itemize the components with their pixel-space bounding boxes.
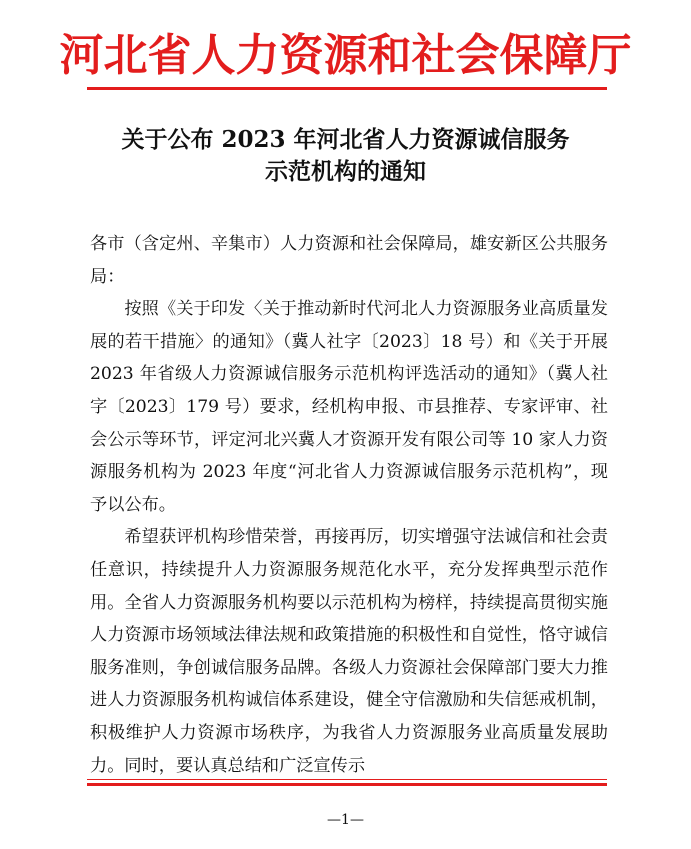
footer-divider-thin [87,779,607,780]
masthead-org-name: 河北省人力资源和社会保障厅 [59,30,632,81]
body-paragraph-2: 希望获评机构珍惜荣誉，再接再厉，切实增强守法诚信和社会责任意识，持续提升人力资源服务规范化水平，充分发挥典型示范作用。全省人力资源服务机构要以示范机构为榜样，持续提高贯彻实施人力资源市场领域法律法规和政策措施的积极性和自觉性，恪守诚信服务准则，争创诚信服务品牌。各级人力资源社会保障部门要大力推进人力资源服务机构诚信体系建设，健全守信激励和失信惩戒机制，积极维护人力资源市场秩序，为我省人力资源服务业高质量发展助力。同时，要认真总结和广泛宣传示 [90,527,608,776]
page-number: —1— [327,812,364,828]
title-line-2: 示范机构的通知 [265,158,426,185]
footer-divider-thick [87,783,607,786]
title-line-1: 关于公布 2023 年河北省人力资源诚信服务 [121,126,570,153]
masthead-divider-line [87,87,607,90]
body-paragraph-1: 按照《关于印发〈关于推动新时代河北人力资源服务业高质量发展的若干措施〉的通知》（冀人社字〔2023〕18 号）和《关于开展 2023 年省级人力资源诚信服务示范机构评选活动的通知》（冀人社字〔2023〕179 号）要求，经机构申报、市县推荐、专家评审、社会公示等环节，评定河北兴冀人才资源开发有限公司等 10 家人力资源服务机构为 2023 年度“河北省人力资源诚信服务示范机构”，现予以公布。 [90,299,608,515]
document-title [0,124,691,188]
document-body [90,228,608,782]
addressee: 各市（含定州、辛集市）人力资源和社会保障局，雄安新区公共服务局： [90,234,608,287]
